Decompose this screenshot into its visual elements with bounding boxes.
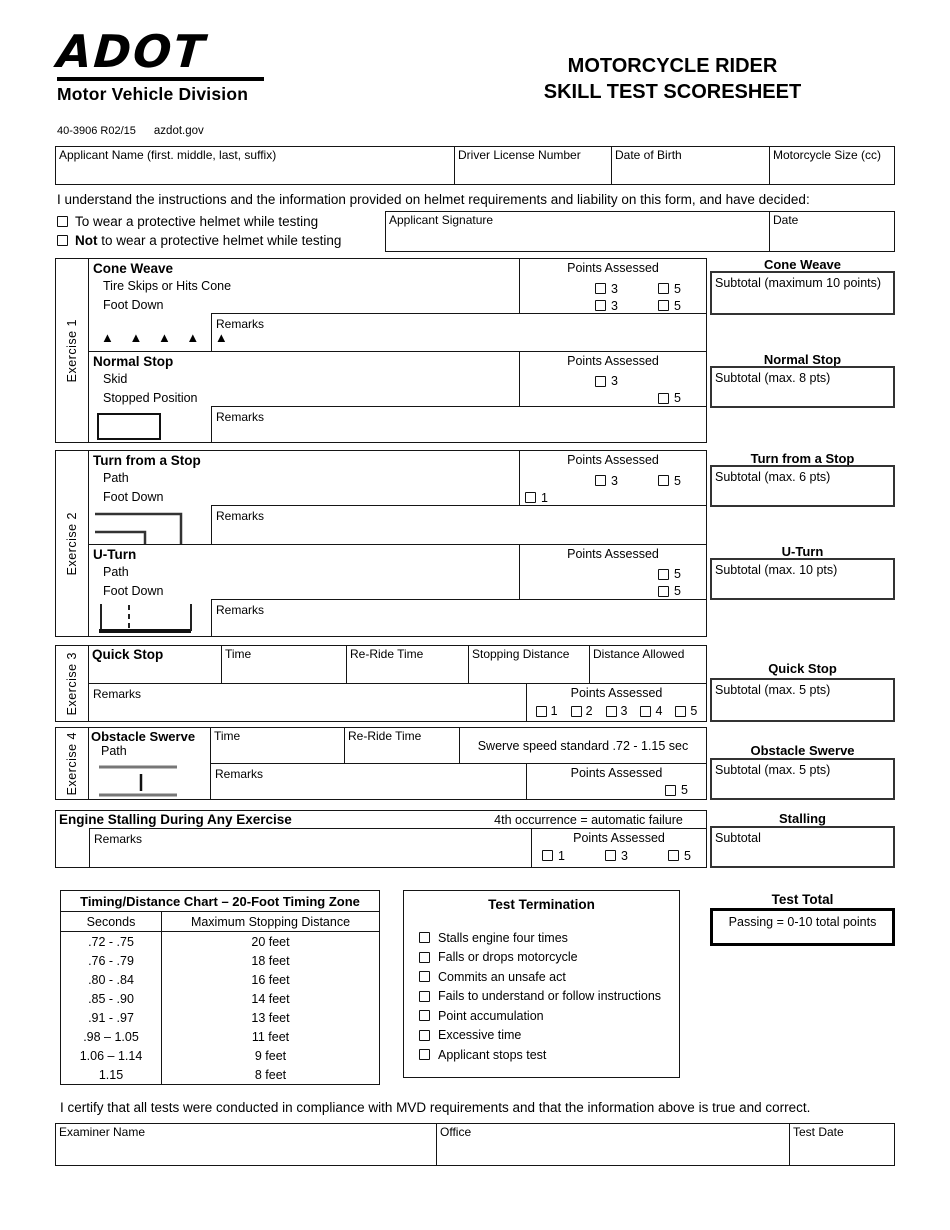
termination-item: Stalls engine four times <box>419 928 679 948</box>
quick-stop-subtotal-title: Quick Stop <box>768 661 837 676</box>
ns-position-5-checkbox[interactable] <box>658 393 669 404</box>
normal-stop-row1-label: Skid <box>103 371 128 386</box>
office-field[interactable] <box>436 1124 789 1165</box>
points-assessed-label: Points Assessed <box>567 453 659 467</box>
turn-from-stop-title: Turn from a Stop <box>93 453 201 468</box>
motorcycle-size-field[interactable] <box>769 147 894 184</box>
cone-weave-row1-label: Tire Skips or Hits Cone <box>103 279 232 293</box>
u-turn-remarks-field[interactable] <box>211 599 706 636</box>
os-reride-field[interactable] <box>344 728 459 763</box>
remarks-label: Remarks <box>216 602 265 617</box>
cone-weave-icon-cell <box>89 313 234 351</box>
passing-note: Passing = 0-10 total points <box>728 915 877 929</box>
quick-stop-subtotal-label: Subtotal (max. 5 pts) <box>715 683 831 697</box>
qs-2-checkbox[interactable] <box>571 706 582 717</box>
tfs-row2-label: Foot Down <box>103 490 164 504</box>
termination-item: Fails to understand or follow instructions <box>419 987 679 1007</box>
helmet-wear-label: To wear a protective helmet while testing <box>75 214 319 229</box>
stalling-subtotal-field[interactable] <box>710 826 895 868</box>
timing-row: 1.06 – 1.14 9 feet <box>61 1046 379 1065</box>
points-assessed-label: Points Assessed <box>573 831 665 845</box>
adot-logo-text: ADOT <box>55 25 209 78</box>
points-value: 3 <box>620 704 628 718</box>
points-value: 3 <box>611 298 618 313</box>
ut-path-5-checkbox[interactable] <box>658 569 669 580</box>
os-path-label: Path <box>101 744 127 758</box>
normal-stop-row2-label: Stopped Position <box>103 390 198 405</box>
applicant-stops-checkbox[interactable] <box>419 1049 430 1060</box>
tfs-path-3-checkbox[interactable] <box>595 475 606 486</box>
cw-tire-3-checkbox[interactable] <box>595 283 606 294</box>
excessive-time-checkbox[interactable] <box>419 1030 430 1041</box>
qs-reride-label: Re-Ride Time <box>350 647 424 661</box>
termination-item: Commits an unsafe act <box>419 967 679 987</box>
falls-motorcycle-checkbox[interactable] <box>419 952 430 963</box>
points-value: 5 <box>681 783 688 797</box>
examiner-name-label: Examiner Name <box>59 1125 146 1139</box>
cone-weave-title: Cone Weave <box>93 261 174 276</box>
website-text: azdot.gov <box>153 125 204 137</box>
qs-stopping-distance-field[interactable] <box>468 646 589 683</box>
quick-stop-remarks-field[interactable] <box>89 684 526 721</box>
fails-instructions-checkbox[interactable] <box>419 991 430 1002</box>
qs-time-field[interactable] <box>221 646 346 683</box>
stalling-note: 4th occurrence = automatic failure <box>494 813 683 827</box>
termination-item: Point accumulation <box>419 1006 679 1026</box>
points-value: 3 <box>611 473 618 488</box>
signature-table <box>385 211 895 252</box>
points-assessed-label: Points Assessed <box>567 353 659 368</box>
exercise4-side <box>56 728 89 799</box>
stall-3-checkbox[interactable] <box>605 850 616 861</box>
turn-path-icon <box>93 508 197 546</box>
obstacle-swerve-left-cell <box>89 728 211 799</box>
points-value: 1 <box>558 848 565 863</box>
test-total-field[interactable] <box>710 908 895 946</box>
cone-weave-remarks-field[interactable] <box>211 313 706 351</box>
stall-5-checkbox[interactable] <box>668 850 679 861</box>
unsafe-act-checkbox[interactable] <box>419 971 430 982</box>
tfs-row1-label: Path <box>103 471 129 485</box>
cone-weave-section <box>89 259 706 351</box>
os-points-cell <box>526 764 706 799</box>
swerve-standard-cell <box>459 728 706 763</box>
helmet-not-option <box>57 233 341 248</box>
examiner-table <box>55 1123 895 1166</box>
applicant-signature-label: Applicant Signature <box>389 213 494 227</box>
page-title-line2: SKILL TEST SCORESHEET <box>543 81 802 103</box>
points-value: 1 <box>541 490 548 505</box>
dob-field[interactable] <box>611 147 769 184</box>
test-termination-title: Test Termination <box>488 897 595 912</box>
helmet-not-label: Not to wear a protective helmet while testing <box>75 233 342 248</box>
remarks-label: Remarks <box>94 832 143 846</box>
points-value: 5 <box>674 473 681 488</box>
points-value: 5 <box>674 391 681 406</box>
applicant-name-label: Applicant Name (first. middle, last, suffix) <box>59 148 277 162</box>
obstacle-swerve-subtotal-title: Obstacle Swerve <box>750 743 855 758</box>
qs-5-checkbox[interactable] <box>675 706 686 717</box>
exercise1-label: Exercise 1 <box>65 318 79 383</box>
ut-foot-5-checkbox[interactable] <box>658 586 669 597</box>
obstacle-swerve-subtotal-label: Subtotal (max. 5 pts) <box>715 763 831 777</box>
qs-points-cell <box>526 684 706 721</box>
u-turn-subtotal-field[interactable] <box>710 558 895 600</box>
points-value: 1 <box>550 704 558 718</box>
normal-stop-remarks-field[interactable] <box>211 406 706 442</box>
turn-from-stop-subtotal-label: Subtotal (max. 6 pts) <box>715 470 831 484</box>
quick-stop-title-cell <box>89 646 221 683</box>
os-time-label: Time <box>214 729 241 743</box>
os-5-checkbox[interactable] <box>665 785 676 796</box>
page-title-line1: MOTORCYCLE RIDER <box>567 55 778 77</box>
normal-stop-icon-cell <box>89 406 211 442</box>
tfs-path-5-checkbox[interactable] <box>658 475 669 486</box>
turn-from-stop-section <box>89 451 706 544</box>
helmet-not-checkbox[interactable] <box>57 235 68 246</box>
tfs-foot-1-checkbox[interactable] <box>525 492 536 503</box>
qs-time-label: Time <box>225 647 252 661</box>
form-number: 40-3906 R02/15 <box>57 125 136 137</box>
points-value: 5 <box>684 848 691 863</box>
adot-logo <box>55 25 264 105</box>
normal-stop-subtotal-field[interactable] <box>710 366 895 408</box>
exercise4-label: Exercise 4 <box>65 731 79 796</box>
remarks-label: Remarks <box>216 509 265 523</box>
points-value: 4 <box>655 704 663 718</box>
quick-stop-subtotal-field[interactable] <box>710 678 895 722</box>
test-date-label: Test Date <box>793 1125 844 1139</box>
points-value: 2 <box>585 704 593 718</box>
points-value: 5 <box>674 567 681 582</box>
swerve-standard-note: Swerve speed standard .72 - 1.15 sec <box>477 738 689 753</box>
cone-weave-subtotal-label: Subtotal (maximum 10 points) <box>715 276 882 290</box>
cone-weave-row2-label: Foot Down <box>103 298 164 312</box>
timing-row: 1.15 8 feet <box>61 1065 379 1084</box>
turn-from-stop-remarks-field[interactable] <box>211 505 706 544</box>
helmet-wear-option <box>57 214 318 229</box>
cw-foot-3-checkbox[interactable] <box>595 300 606 311</box>
remarks-label: Remarks <box>216 409 265 424</box>
test-total-title: Test Total <box>771 892 834 907</box>
test-termination-box <box>403 890 680 1078</box>
u-turn-title: U-Turn <box>93 546 137 562</box>
timing-chart-header <box>61 912 379 932</box>
normal-stop-title: Normal Stop <box>93 353 174 369</box>
stalling-subtotal-title: Stalling <box>779 811 826 826</box>
exercise4-block <box>55 727 707 800</box>
exercise1-side <box>56 259 89 442</box>
ut-row2-label: Foot Down <box>103 583 164 598</box>
u-turn-subtotal-title: U-Turn <box>781 544 824 559</box>
applicant-signature-field[interactable] <box>386 212 769 251</box>
timing-row: .98 – 1.05 11 feet <box>61 1027 379 1046</box>
points-value: 5 <box>690 704 698 718</box>
exercise3-side <box>56 646 89 721</box>
normal-stop-section <box>89 351 706 442</box>
points-value: 5 <box>674 298 681 313</box>
exercise2-block <box>55 450 707 637</box>
cone-markers-icon: ▲ ▲ ▲ ▲ ▲ <box>101 329 234 345</box>
dob-label: Date of Birth <box>615 148 682 162</box>
form-meta <box>57 121 204 139</box>
stalling-block <box>55 810 707 868</box>
termination-item: Falls or drops motorcycle <box>419 948 679 968</box>
examiner-name-field[interactable] <box>56 1124 436 1165</box>
points-value: 3 <box>611 281 618 296</box>
ns-skid-3-checkbox[interactable] <box>595 376 606 387</box>
mvd-subtitle: Motor Vehicle Division <box>57 84 249 104</box>
qs-4-checkbox[interactable] <box>640 706 651 717</box>
normal-stop-subtotal-title: Normal Stop <box>763 352 842 367</box>
exercise3-block <box>55 645 707 722</box>
timing-row: .91 - .97 13 feet <box>61 1008 379 1027</box>
points-assessed-label: Points Assessed <box>570 686 663 700</box>
license-number-label: Driver License Number <box>458 148 581 162</box>
applicant-name-field[interactable] <box>56 147 454 184</box>
swerve-path-icon <box>97 764 187 798</box>
applicant-table <box>55 146 895 185</box>
helmet-statement: I understand the instructions and the information provided on helmet requirements and liability on this form, and have decided: <box>57 192 810 207</box>
timing-row: .85 - .90 14 feet <box>61 989 379 1008</box>
stalls-engine-checkbox[interactable] <box>419 932 430 943</box>
points-value: 5 <box>674 584 681 599</box>
points-assessed-label: Points Assessed <box>567 546 659 561</box>
remarks-label: Remarks <box>216 317 265 331</box>
stalling-title: Engine Stalling During Any Exercise <box>59 812 292 827</box>
qs-distance-allowed-field[interactable] <box>589 646 706 683</box>
timing-distance-chart <box>60 890 380 1085</box>
termination-item: Excessive time <box>419 1026 679 1046</box>
timing-row: .80 - .84 16 feet <box>61 970 379 989</box>
qs-distance-allowed-label: Distance Allowed <box>593 647 685 661</box>
turn-from-stop-subtotal-title: Turn from a Stop <box>750 451 855 466</box>
points-value: 3 <box>611 374 618 389</box>
distance-header: Maximum Stopping Distance <box>190 914 351 929</box>
stalling-subtotal-label: Subtotal <box>715 831 761 845</box>
points-value: 5 <box>674 281 681 296</box>
obstacle-swerve-subtotal-field[interactable] <box>710 758 895 800</box>
quick-stop-title: Quick Stop <box>92 647 164 662</box>
os-reride-label: Re-Ride Time <box>348 729 422 743</box>
exercise1-block <box>55 258 707 443</box>
u-turn-icon-cell <box>89 599 211 636</box>
office-label: Office <box>440 1125 472 1139</box>
exercise3-label: Exercise 3 <box>65 651 79 716</box>
exercise2-label: Exercise 2 <box>65 511 79 576</box>
cw-tire-5-checkbox[interactable] <box>658 283 669 294</box>
u-turn-section <box>89 544 706 636</box>
qs-reride-field[interactable] <box>346 646 468 683</box>
obstacle-swerve-title: Obstacle Swerve <box>91 729 196 744</box>
motorcycle-size-label: Motorcycle Size (cc) <box>773 148 882 162</box>
certification-statement: I certify that all tests were conducted in compliance with MVD requirements and that the information above is true and correct. <box>60 1100 811 1115</box>
timing-row: .76 - .79 18 feet <box>61 951 379 970</box>
qs-3-checkbox[interactable] <box>606 706 617 717</box>
timing-row: .72 - .75 20 feet <box>61 932 379 951</box>
remarks-label: Remarks <box>93 687 142 701</box>
seconds-header: Seconds <box>61 912 162 931</box>
turn-from-stop-icon-cell <box>89 505 211 544</box>
turn-from-stop-subtotal-field[interactable] <box>710 465 895 507</box>
stalling-points-cell <box>531 829 706 867</box>
termination-item: Applicant stops test <box>419 1045 679 1065</box>
stalling-remarks-field[interactable] <box>90 829 531 867</box>
exercise2-side <box>56 451 89 636</box>
normal-stop-subtotal-label: Subtotal (max. 8 pts) <box>715 371 831 385</box>
page-title <box>450 53 895 105</box>
qs-1-checkbox[interactable] <box>536 706 547 717</box>
points-value: 3 <box>621 848 628 863</box>
ut-row1-label: Path <box>103 564 129 579</box>
points-assessed-label: Points Assessed <box>570 766 663 780</box>
stop-box-icon <box>97 413 161 440</box>
remarks-label: Remarks <box>215 767 264 781</box>
points-assessed-label: Points Assessed <box>567 261 659 275</box>
u-turn-path-icon <box>93 601 201 637</box>
point-accumulation-checkbox[interactable] <box>419 1010 430 1021</box>
test-date-field[interactable] <box>789 1124 894 1165</box>
cw-foot-5-checkbox[interactable] <box>658 300 669 311</box>
license-number-field[interactable] <box>454 147 611 184</box>
signature-date-label: Date <box>773 213 799 227</box>
timing-chart-title: Timing/Distance Chart – 20-Foot Timing Zone <box>61 891 379 912</box>
qs-stopping-distance-label: Stopping Distance <box>472 647 570 661</box>
stall-1-checkbox[interactable] <box>542 850 553 861</box>
obstacle-swerve-remarks-field[interactable] <box>211 764 526 799</box>
cone-weave-subtotal-title: Cone Weave <box>763 257 842 272</box>
os-time-field[interactable] <box>211 728 344 763</box>
cone-weave-subtotal-field[interactable] <box>710 271 895 315</box>
u-turn-subtotal-label: Subtotal (max. 10 pts) <box>715 563 838 577</box>
helmet-wear-checkbox[interactable] <box>57 216 68 227</box>
signature-date-field[interactable] <box>769 212 894 251</box>
